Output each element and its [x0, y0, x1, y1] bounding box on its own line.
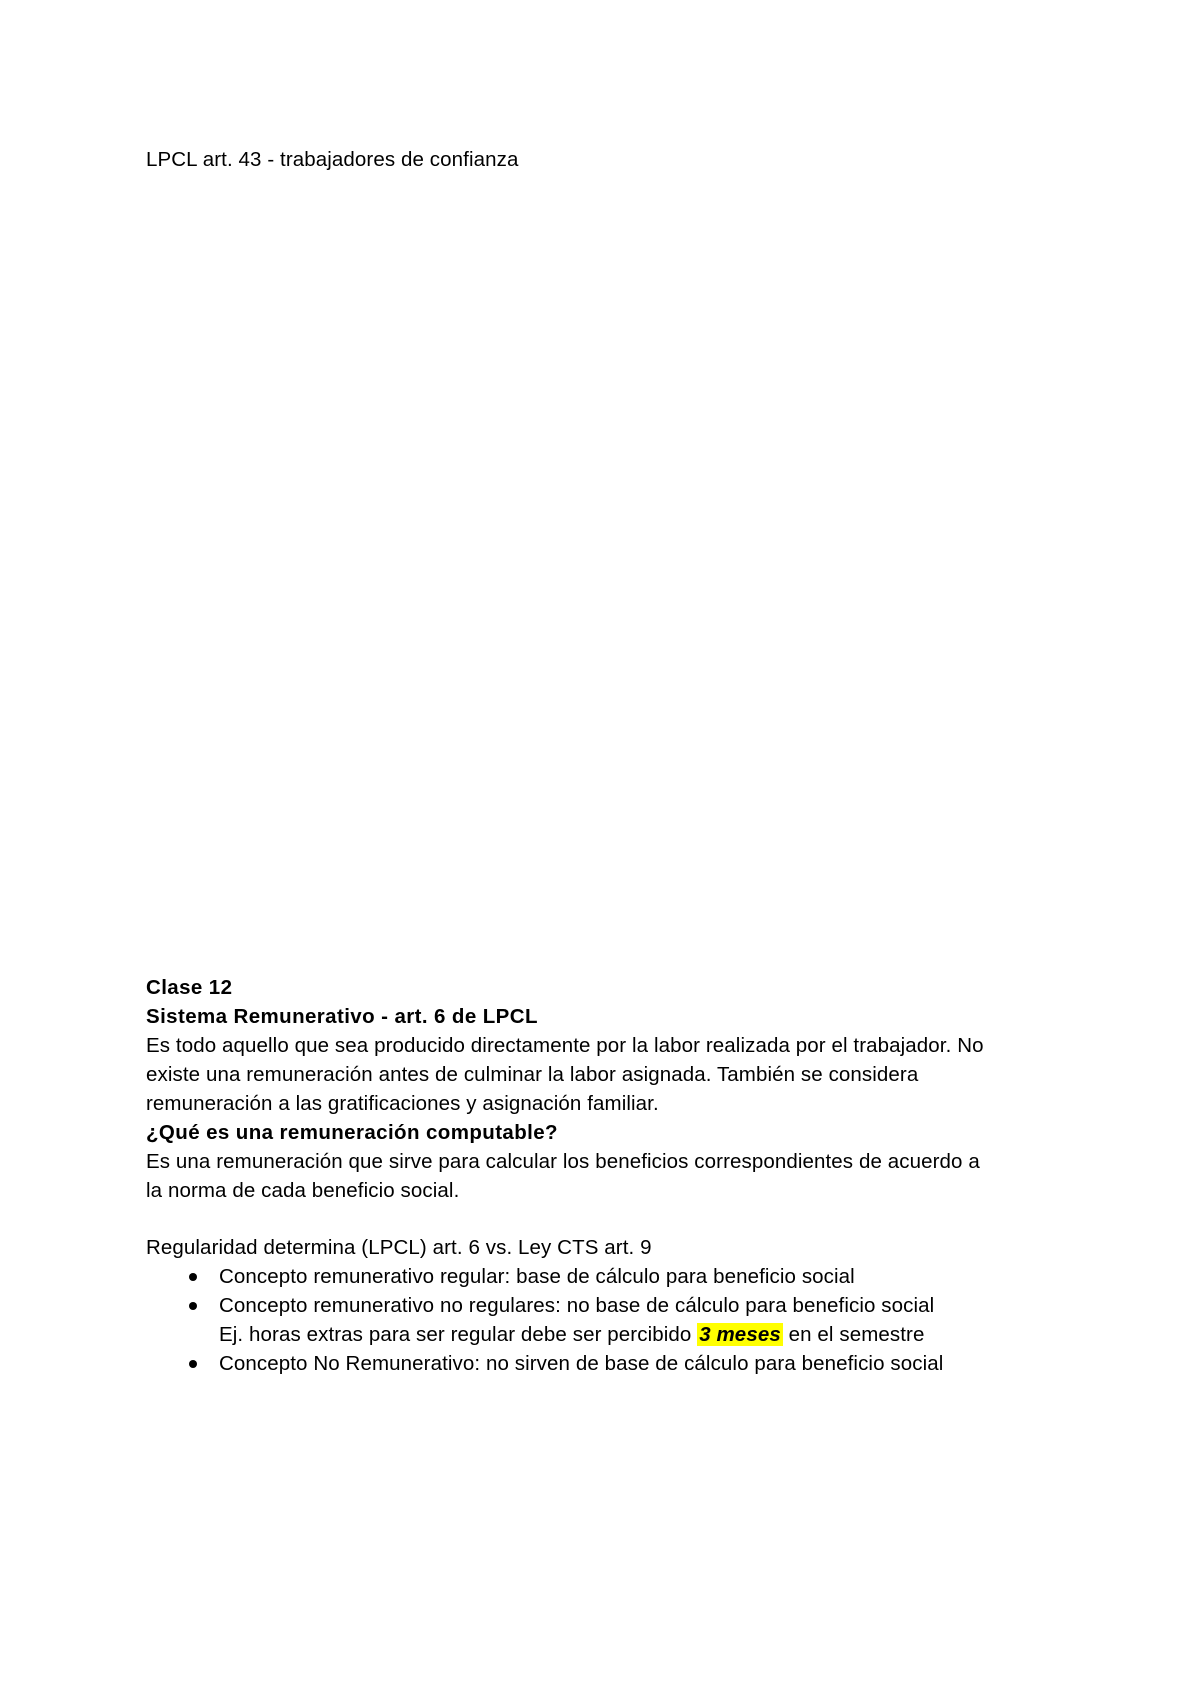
paragraph1-line1: Es todo aquello que sea producido directamente por la labor realizada por el trabajador. No	[146, 1034, 984, 1057]
list-item-text: Concepto remunerativo no regulares: no base de cálculo para beneficio social	[219, 1294, 935, 1317]
class-title: Clase 12	[146, 976, 233, 999]
example-prefix: Ej. horas extras para ser regular debe ser percibido	[219, 1323, 698, 1346]
paragraph1-line2: existe una remuneración antes de culminar la labor asignada. También se considera	[146, 1063, 919, 1086]
list-item-text: Concepto No Remunerativo: no sirven de base de cálculo para beneficio social	[219, 1352, 944, 1375]
example-suffix: en el semestre	[782, 1323, 925, 1346]
bullet-icon	[189, 1302, 197, 1310]
list-item	[219, 1291, 934, 1320]
bullet-icon	[189, 1360, 197, 1368]
example-line	[219, 1320, 924, 1349]
section-title: Sistema Remunerativo - art. 6 de LPCL	[146, 1005, 538, 1028]
bullet-icon	[189, 1273, 197, 1281]
highlighted-text: 3 meses	[699, 1323, 781, 1346]
list-item-text: Concepto remunerativo regular: base de cálculo para beneficio social	[219, 1265, 855, 1288]
regularity-line: Regularidad determina (LPCL) art. 6 vs. Ley CTS art. 9	[146, 1236, 652, 1259]
paragraph2-line2: la norma de cada beneficio social.	[146, 1179, 460, 1202]
paragraph2-line1: Es una remuneración que sirve para calcular los beneficios correspondientes de acuerdo a	[146, 1150, 980, 1173]
question-heading: ¿Qué es una remuneración computable?	[146, 1121, 558, 1144]
list-item	[219, 1262, 855, 1291]
paragraph1-line3: remuneración a las gratificaciones y asignación familiar.	[146, 1092, 659, 1115]
intro-line: LPCL art. 43 - trabajadores de confianza	[146, 148, 519, 171]
list-item	[219, 1349, 943, 1378]
